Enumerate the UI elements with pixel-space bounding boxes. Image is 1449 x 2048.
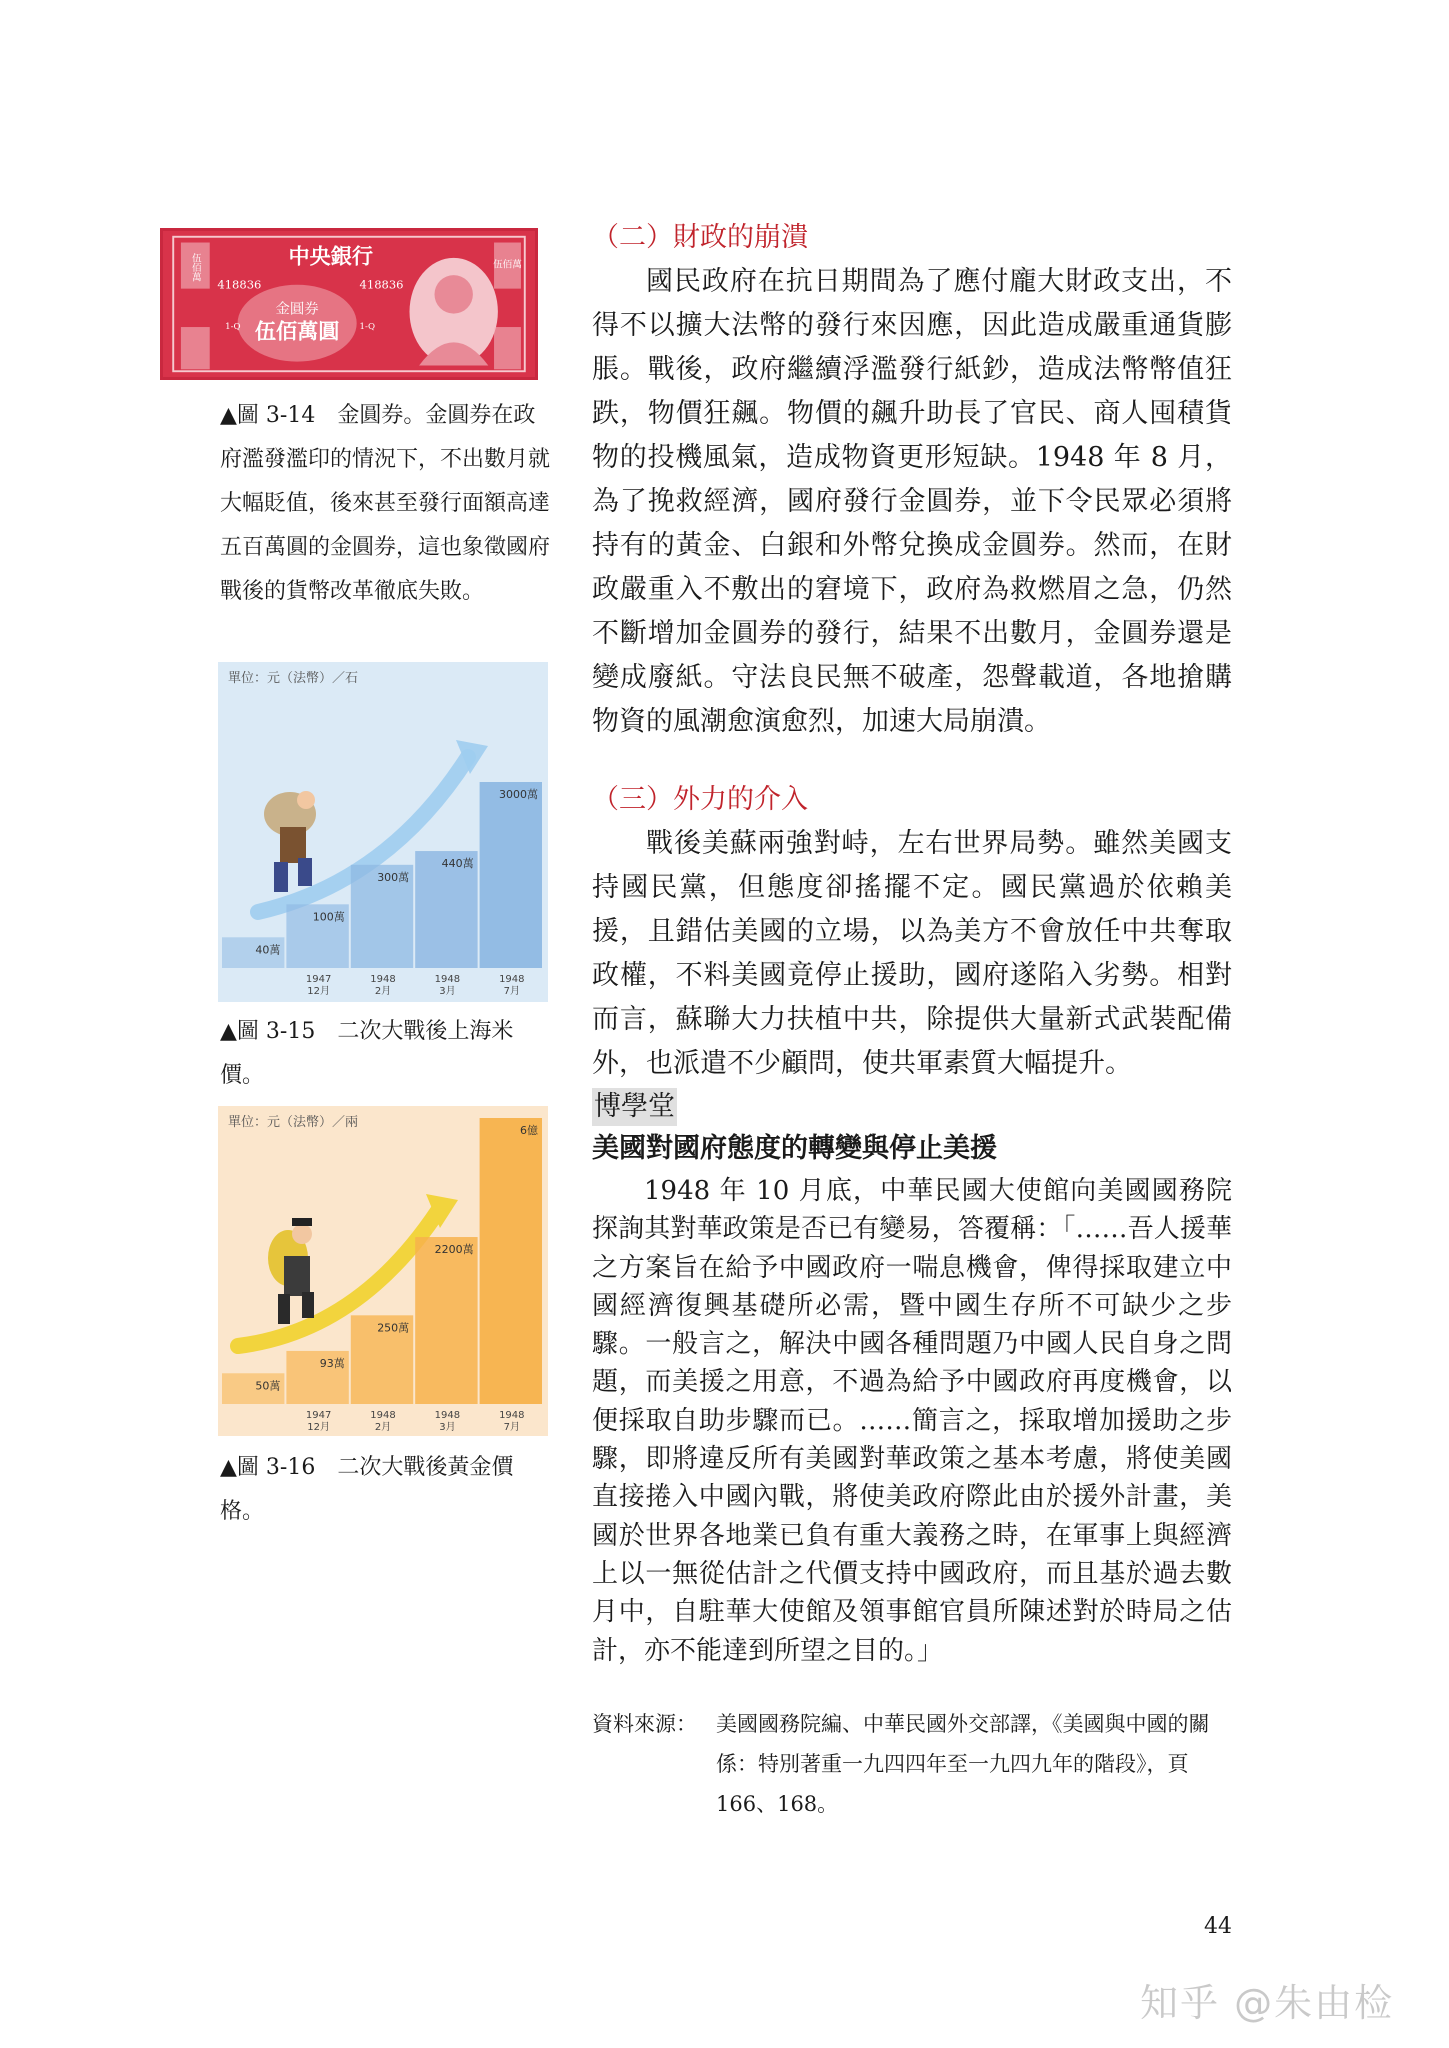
rice-chart-unit-label: 單位：元（法幣）／石 bbox=[228, 671, 359, 686]
businessman-figure-icon bbox=[268, 1218, 314, 1324]
gold-price-chart bbox=[218, 1106, 548, 1436]
banknote-series-left: 1-Q bbox=[225, 321, 241, 332]
banknote-corner-right: 伍佰萬 bbox=[493, 259, 522, 271]
gold-tick-month-4: 7月 bbox=[503, 1422, 520, 1433]
rice-tick-year-3: 1948 bbox=[434, 974, 461, 985]
rice-value-label-3: 440萬 bbox=[441, 857, 474, 871]
portrait-icon bbox=[434, 275, 472, 313]
gold-tick-year-1: 1947 bbox=[305, 1410, 332, 1421]
gold-price-chart-svg bbox=[218, 1106, 548, 1436]
rice-tick-month-4: 7月 bbox=[503, 986, 520, 997]
figure-caption-text: 二次大戰後上海米價。 bbox=[220, 1019, 514, 1088]
source-text: 美國國務院編、中華民國外交部譯，《美國與中國的關係：特別著重一九四四年至一九四九年的階段》，頁 166、168。 bbox=[716, 1712, 1210, 1816]
gold-tick-month-2: 2月 bbox=[374, 1422, 392, 1433]
gold-value-label-4: 6億 bbox=[520, 1124, 538, 1137]
figure-3-16-caption bbox=[220, 1446, 550, 1534]
banknote-corner-left: 伍佰萬 bbox=[189, 253, 201, 282]
figure-number: ▲圖 3-16 bbox=[220, 1455, 316, 1480]
banknote-denomination: 伍佰萬圓 bbox=[254, 318, 340, 344]
sidebar-box-title: 博學堂 bbox=[592, 1088, 677, 1126]
gold-tick-month-1: 12月 bbox=[307, 1422, 330, 1433]
banknote-serial-right: 418836 bbox=[359, 277, 404, 292]
rice-value-label-1: 100萬 bbox=[312, 910, 345, 924]
gold-value-label-0: 50萬 bbox=[255, 1379, 281, 1393]
figure-3-14-caption bbox=[220, 394, 550, 614]
section-paragraph-fiscal-collapse: 國民政府在抗日期間為了應付龐大財政支出，不得不以擴大法幣的發行來因應，因此造成嚴重通貨膨脹。戰後，政府繼續浮濫發行紙鈔，造成法幣幣值狂跌，物價狂飆。物價的飆升助長了官民、商人囤積貨物的投機風氣，造成物資更形短缺。1948 年 8 月，為了挽救經濟，國府發行金圓券，並下令民眾必須將持有的黃金、白銀和外幣兌換成金圓券。然而，在財政嚴重入不敷出的窘境下，政府為救燃眉之急，仍然不斷增加金圓券的發行，結果不出數月，金圓券還是變成廢紙。守法良民無不破產，怨聲載道，各地搶購物資的風潮愈演愈烈，加速大局崩潰。 bbox=[592, 266, 1232, 737]
section-paragraph-foreign-intervention: 戰後美蘇兩強對峙，左右世界局勢。雖然美國支持國民黨，但態度卻搖擺不定。國民黨過於依賴美援，且錯估美國的立場，以為美方不會放任中共奪取政權，不料美國竟停止援助，國府遂陷入劣勢。相對而言，蘇聯大力扶植中共，除提供大量新式武裝配備外，也派遣不少顧問，使共軍素質大幅提升。 bbox=[592, 828, 1232, 1079]
figure-3-15-caption bbox=[220, 1010, 550, 1098]
figure-number: ▲圖 3-15 bbox=[220, 1019, 316, 1044]
gold-value-label-1: 93萬 bbox=[319, 1356, 345, 1370]
banknote-type: 金圓券 bbox=[275, 301, 319, 318]
rice-price-chart bbox=[218, 662, 548, 1002]
gold-value-label-3: 2200萬 bbox=[434, 1243, 474, 1257]
porter-figure-icon bbox=[264, 791, 316, 892]
figure-number: ▲圖 3-14 bbox=[220, 403, 316, 428]
figure-caption-text: 二次大戰後黃金價格。 bbox=[220, 1455, 514, 1524]
rice-tick-month-1: 12月 bbox=[307, 986, 330, 997]
rice-price-chart-svg bbox=[218, 662, 548, 1002]
banknote-image bbox=[160, 228, 538, 380]
source-citation bbox=[592, 1704, 1232, 1824]
gold-value-label-2: 250萬 bbox=[377, 1321, 410, 1335]
figure-caption-text: 金圓券。金圓券在政府濫發濫印的情況下，不出數月就大幅貶值，後來甚至發行面額高達五百萬圓的金圓券，這也象徵國府戰後的貨幣改革徹底失敗。 bbox=[220, 403, 551, 604]
gold-tick-year-3: 1948 bbox=[434, 1410, 461, 1421]
gold-chart-unit-label: 單位：元（法幣）／兩 bbox=[228, 1115, 359, 1130]
section-heading-foreign-intervention: （三）外力的介入 bbox=[592, 784, 808, 815]
watermark: 知乎 @朱由检 bbox=[1140, 1981, 1395, 2025]
gold-bar-3 bbox=[415, 1237, 477, 1404]
gold-tick-month-3: 3月 bbox=[439, 1422, 456, 1433]
banknote-serial-left: 418836 bbox=[217, 277, 262, 292]
banknote-graphic bbox=[163, 231, 535, 377]
gold-bar-4 bbox=[480, 1118, 542, 1404]
rice-tick-year-2: 1948 bbox=[370, 974, 396, 985]
section-heading-fiscal-collapse: （二）財政的崩潰 bbox=[592, 222, 808, 253]
sidebar-box-paragraph: 1948 年 10 月底，中華民國大使館向美國國務院探詢其對華政策是否已有變易，答覆稱：「……吾人援華之方案旨在給予中國政府一喘息機會，俾得採取建立中國經濟復興基礎所必需，暨中國生存所不可缺少之步驟。一般言之，解決中國各種問題乃中國人民自身之問題，而美援之用意，不過為給予中國政府再度機會，以便採取自助步驟而已。……簡言之，採取增加援助之步驟，即將違反所有美國對華政策之基本考慮，將使美國直接捲入中國內戰，將使美政府際此由於援外計畫，美國於世界各地業已負有重大義務之時，在軍事上與經濟上以一無從估計之代價支持中國政府，而且基於過去數月中，自駐華大使館及領事館官員所陳述對於時局之估計，亦不能達到所望之目的。」 bbox=[592, 1176, 1232, 1666]
rice-tick-year-4: 1948 bbox=[499, 974, 525, 985]
banknote-bank-name: 中央銀行 bbox=[288, 243, 374, 269]
gold-tick-year-2: 1948 bbox=[370, 1410, 396, 1421]
gold-tick-year-4: 1948 bbox=[499, 1410, 525, 1421]
rice-value-label-2: 300萬 bbox=[377, 870, 410, 884]
page-number: 44 bbox=[1204, 1914, 1232, 1939]
rice-tick-month-3: 3月 bbox=[439, 986, 456, 997]
sidebar-box-subtitle: 美國對國府態度的轉變與停止美援 bbox=[592, 1133, 997, 1164]
banknote-series-right: 1-Q bbox=[359, 321, 376, 332]
rice-tick-month-2: 2月 bbox=[374, 986, 392, 997]
rice-bar-4 bbox=[480, 782, 542, 968]
rice-tick-year-1: 1947 bbox=[305, 974, 332, 985]
source-label: 資料來源： bbox=[592, 1712, 697, 1736]
rice-value-label-0: 40萬 bbox=[255, 943, 281, 957]
rice-value-label-4: 3000萬 bbox=[499, 788, 538, 801]
